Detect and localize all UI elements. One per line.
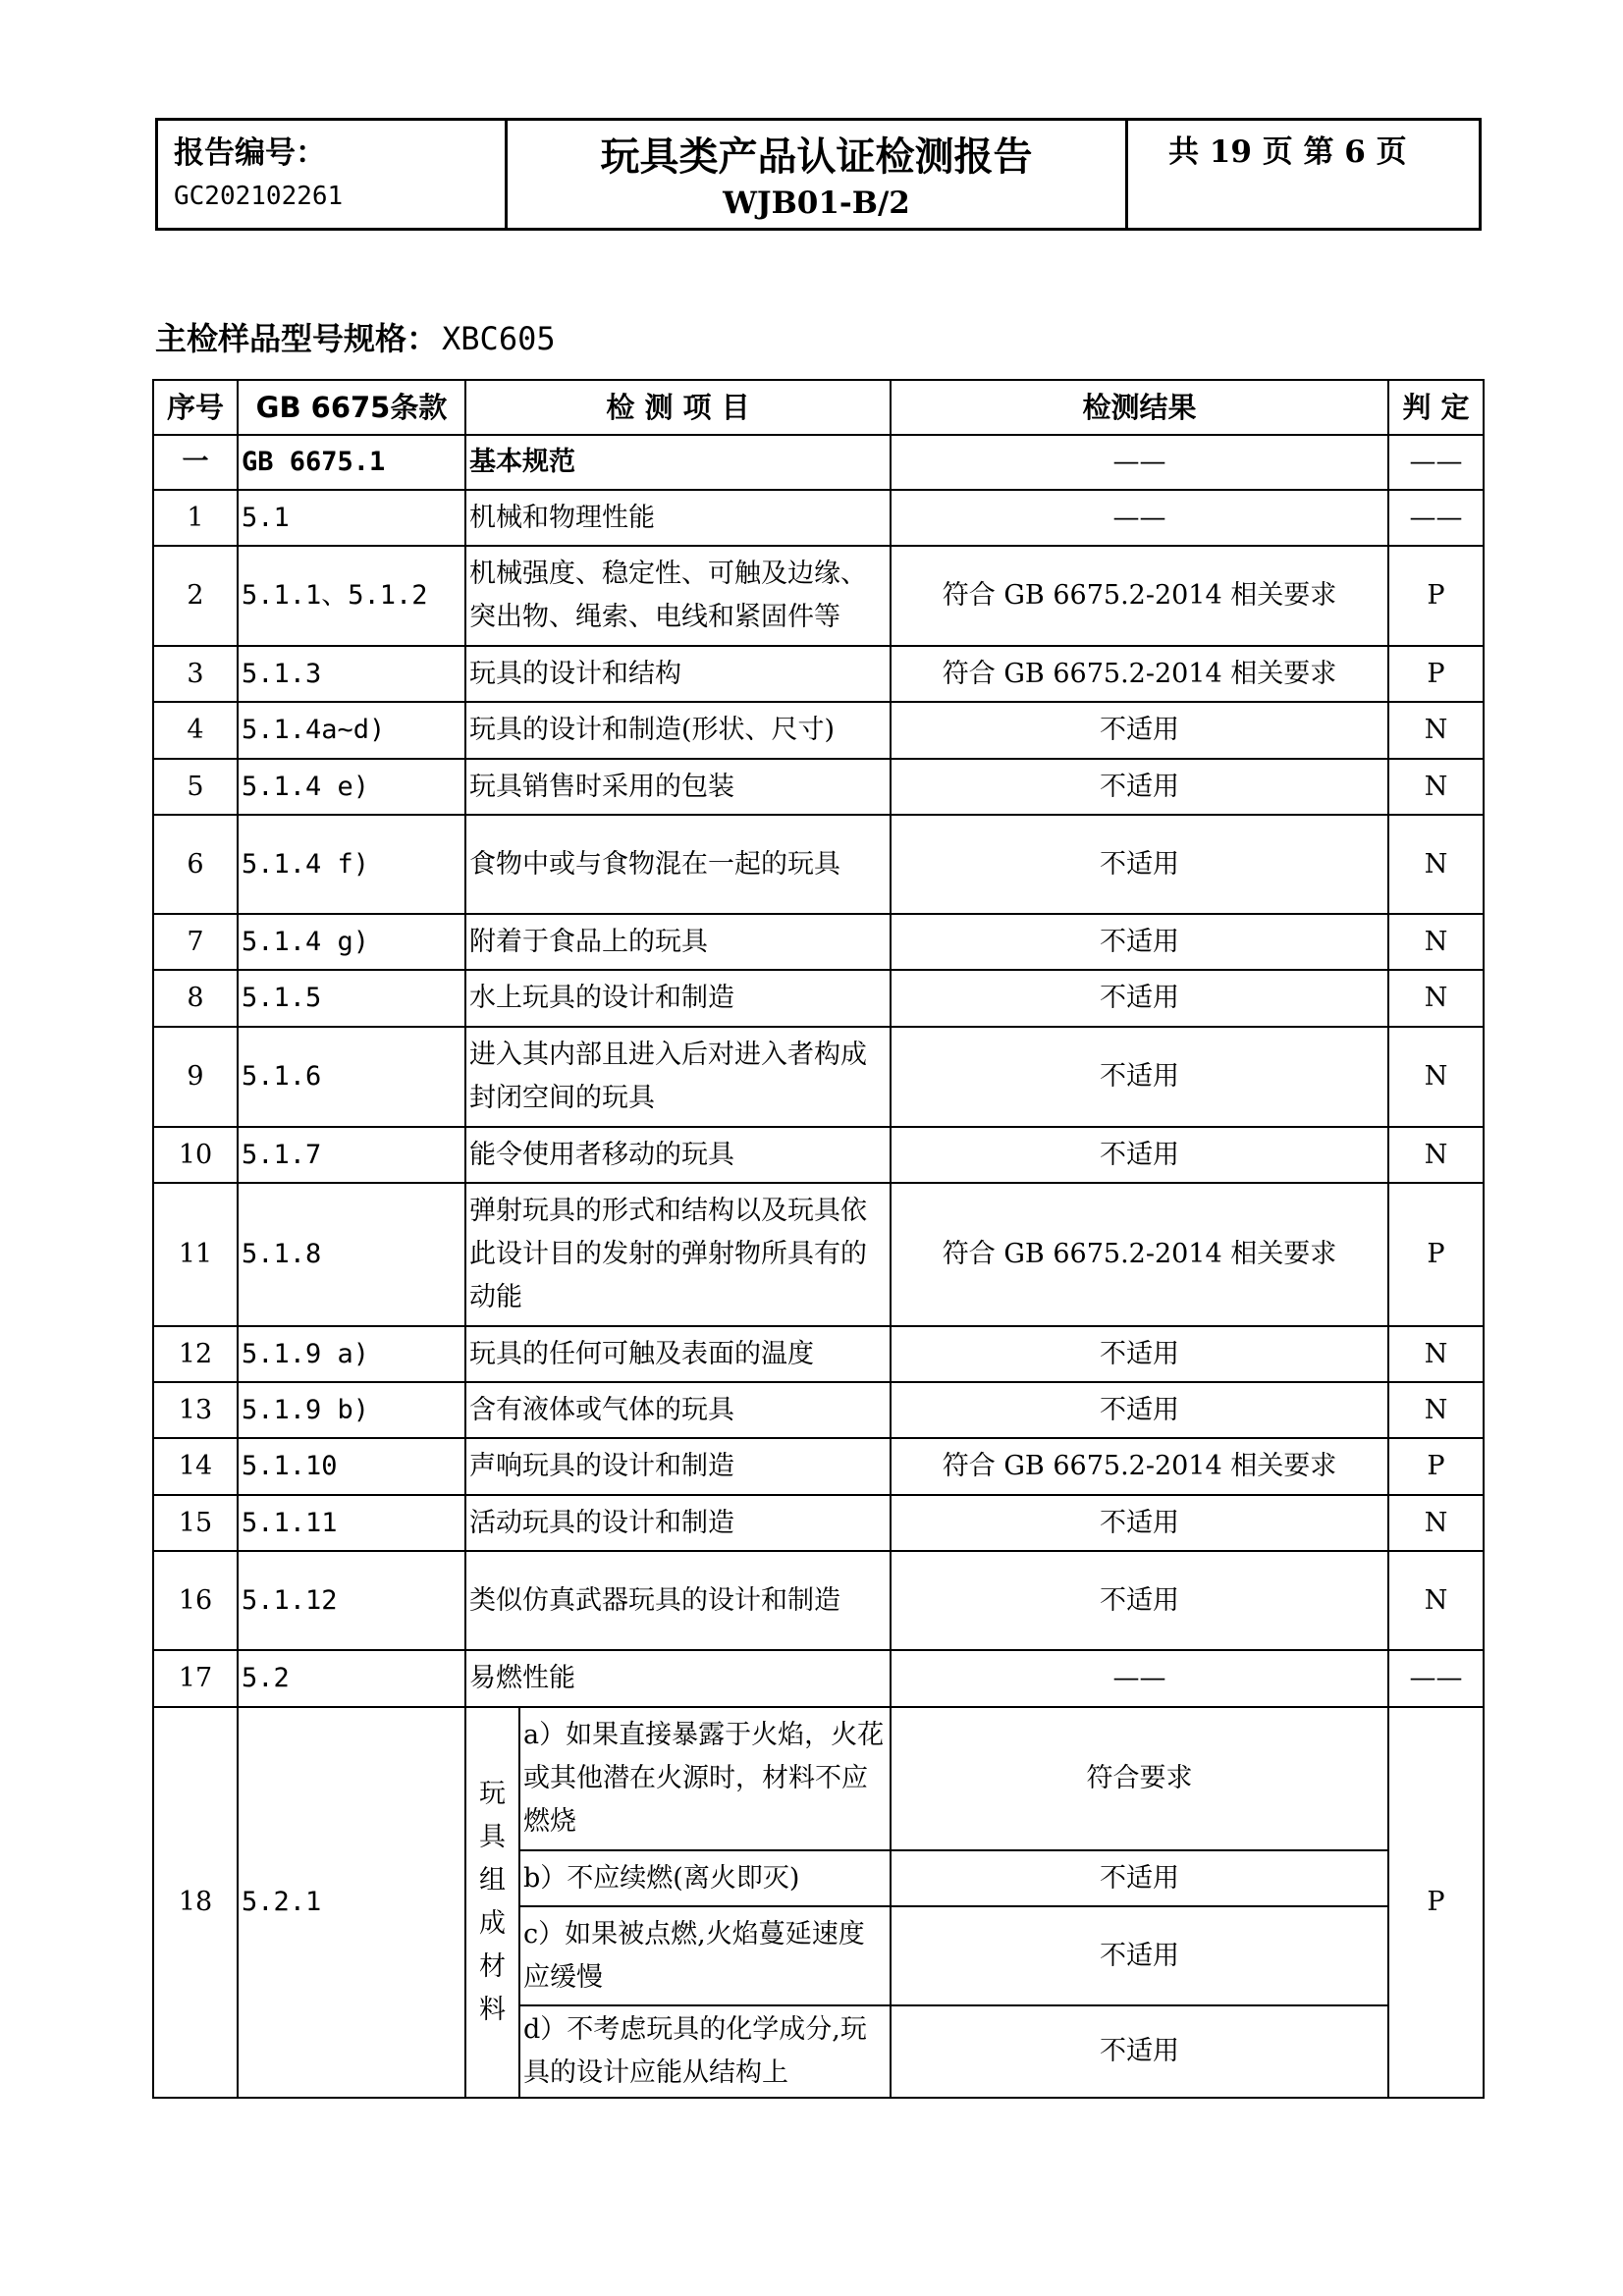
row-clause: 5.1 (238, 490, 465, 546)
row-result: 符合 GB 6675.2-2014 相关要求 (891, 1438, 1388, 1495)
group-label (465, 1707, 519, 2098)
row-result: 不适用 (891, 970, 1388, 1027)
row-clause: 5.1.6 (238, 1027, 465, 1127)
row-verdict: N (1388, 1551, 1484, 1650)
row-item: 玩具的任何可触及表面的温度 (465, 1326, 891, 1382)
row-no: 6 (153, 815, 238, 914)
row-no: 3 (153, 646, 238, 702)
subitem-result: 不适用 (891, 1906, 1388, 2005)
row-verdict: N (1388, 1382, 1484, 1438)
row-clause: 5.1.12 (238, 1551, 465, 1650)
report-title: 玩具类产品认证检测报告 (600, 134, 1033, 180)
row-item: 能令使用者移动的玩具 (465, 1127, 891, 1183)
row-item: 活动玩具的设计和制造 (465, 1495, 891, 1551)
row-no: 5 (153, 759, 238, 815)
row-item: 进入其内部且进入后对进入者构成封闭空间的玩具 (465, 1027, 891, 1127)
section-item: 基本规范 (465, 435, 891, 490)
row-verdict: P (1388, 646, 1484, 702)
row-result: 符合 GB 6675.2-2014 相关要求 (891, 646, 1388, 702)
header-item: 检 测 项 目 (465, 380, 891, 435)
row-result: 不适用 (891, 1495, 1388, 1551)
table-row (153, 914, 1484, 970)
row-verdict: —— (1388, 1650, 1484, 1707)
subitem: b）不应续燃(离火即灭) (519, 1850, 891, 1906)
section-row (153, 435, 1484, 490)
header-clause: GB 6675条款 (238, 380, 465, 435)
row-verdict: P (1388, 546, 1484, 646)
section-result: —— (891, 435, 1388, 490)
row-clause: 5.1.9 a) (238, 1326, 465, 1382)
sample-spec-label: 主检样品型号规格： (155, 320, 439, 357)
row-no: 7 (153, 914, 238, 970)
sample-spec (155, 314, 556, 359)
table-row (153, 1326, 1484, 1382)
row-clause: 5.2 (238, 1650, 465, 1707)
report-number-label: 报告编号： (174, 135, 326, 171)
row-verdict: N (1388, 759, 1484, 815)
subitem: c）如果被点燃,火焰蔓延速度应缓慢 (519, 1906, 891, 2005)
row-clause: 5.1.9 b) (238, 1382, 465, 1438)
header-result: 检测结果 (891, 380, 1388, 435)
row-no: 14 (153, 1438, 238, 1495)
row-clause: 5.1.5 (238, 970, 465, 1027)
row-verdict: P (1388, 1707, 1484, 2098)
row-item: 机械和物理性能 (465, 490, 891, 546)
row-result: 不适用 (891, 1382, 1388, 1438)
row-result: 不适用 (891, 759, 1388, 815)
row-item: 玩具的设计和结构 (465, 646, 891, 702)
group-label-text: 玩具组成材料 (479, 1779, 506, 2025)
table-row (153, 970, 1484, 1027)
section-clause: GB 6675.1 (238, 435, 465, 490)
table-row (153, 759, 1484, 815)
row-result: 不适用 (891, 702, 1388, 759)
row-clause: 5.1.1、5.1.2 (238, 546, 465, 646)
row-item: 玩具的设计和制造(形状、尺寸) (465, 702, 891, 759)
row-clause: 5.1.4 g) (238, 914, 465, 970)
row-result: 不适用 (891, 1127, 1388, 1183)
report-header (155, 118, 1482, 231)
table-row (153, 702, 1484, 759)
row-no: 8 (153, 970, 238, 1027)
table-header-row (153, 380, 1484, 435)
table-row (153, 1183, 1484, 1326)
row-clause: 5.1.4a~d) (238, 702, 465, 759)
row-verdict: N (1388, 1027, 1484, 1127)
subitem-result: 不适用 (891, 2005, 1388, 2098)
row-no: 13 (153, 1382, 238, 1438)
row-result: 不适用 (891, 1326, 1388, 1382)
row-no: 15 (153, 1495, 238, 1551)
row-item: 附着于食品上的玩具 (465, 914, 891, 970)
row-clause: 5.1.4 e) (238, 759, 465, 815)
table-row (153, 646, 1484, 702)
row-verdict: N (1388, 1495, 1484, 1551)
row-no: 16 (153, 1551, 238, 1650)
report-number: GC202102261 (174, 182, 344, 211)
row-no: 12 (153, 1326, 238, 1382)
table-row (153, 1495, 1484, 1551)
row-result: —— (891, 1650, 1388, 1707)
row-result: 不适用 (891, 914, 1388, 970)
row-result: 不适用 (891, 815, 1388, 914)
row-result: 符合 GB 6675.2-2014 相关要求 (891, 1183, 1388, 1326)
row-clause: 5.1.7 (238, 1127, 465, 1183)
row-no: 4 (153, 702, 238, 759)
row-no: 17 (153, 1650, 238, 1707)
row-no: 1 (153, 490, 238, 546)
form-code: WJB01-B/2 (723, 186, 910, 221)
row-clause: 5.1.3 (238, 646, 465, 702)
row-verdict: P (1388, 1438, 1484, 1495)
table-row (153, 1650, 1484, 1707)
subitem: d）不考虑玩具的化学成分,玩具的设计应能从结构上 (519, 2005, 891, 2098)
row-item: 弹射玩具的形式和结构以及玩具依此设计目的发射的弹射物所具有的动能 (465, 1183, 891, 1326)
section-no: 一 (153, 435, 238, 490)
header-verdict: 判 定 (1388, 380, 1484, 435)
row-item: 水上玩具的设计和制造 (465, 970, 891, 1027)
row-result: 符合 GB 6675.2-2014 相关要求 (891, 546, 1388, 646)
table-row (153, 546, 1484, 646)
table-row (153, 490, 1484, 546)
table-row-18 (153, 1707, 1484, 1850)
row-no: 11 (153, 1183, 238, 1326)
row-clause: 5.1.4 f) (238, 815, 465, 914)
table-row (153, 1027, 1484, 1127)
page-count: 共 19 页 第 6 页 (1168, 134, 1407, 170)
section-verdict: —— (1388, 435, 1484, 490)
row-verdict: N (1388, 914, 1484, 970)
report-number-cell (157, 120, 507, 230)
row-no: 2 (153, 546, 238, 646)
row-verdict: N (1388, 1127, 1484, 1183)
row-result: 不适用 (891, 1551, 1388, 1650)
page-count-cell (1127, 120, 1481, 230)
row-verdict: N (1388, 815, 1484, 914)
subitem: a）如果直接暴露于火焰，火花或其他潜在火源时，材料不应燃烧 (519, 1707, 891, 1850)
row-verdict: N (1388, 702, 1484, 759)
table-row (153, 1127, 1484, 1183)
row-no: 10 (153, 1127, 238, 1183)
row-item: 机械强度、稳定性、可触及边缘、突出物、绳索、电线和紧固件等 (465, 546, 891, 646)
report-title-cell (507, 120, 1127, 230)
row-item: 易燃性能 (465, 1650, 891, 1707)
subitem-result: 不适用 (891, 1850, 1388, 1906)
header-no: 序号 (153, 380, 238, 435)
row-verdict: P (1388, 1183, 1484, 1326)
row-no: 9 (153, 1027, 238, 1127)
sample-spec-value: XBC605 (442, 320, 556, 357)
row-clause: 5.1.8 (238, 1183, 465, 1326)
subitem-result: 符合要求 (891, 1707, 1388, 1850)
row-clause: 5.1.10 (238, 1438, 465, 1495)
row-no: 18 (153, 1707, 238, 2098)
row-item: 类似仿真武器玩具的设计和制造 (465, 1551, 891, 1650)
table-row (153, 1438, 1484, 1495)
row-verdict: —— (1388, 490, 1484, 546)
row-item: 含有液体或气体的玩具 (465, 1382, 891, 1438)
table-row (153, 1551, 1484, 1650)
row-result: 不适用 (891, 1027, 1388, 1127)
row-clause: 5.1.11 (238, 1495, 465, 1551)
row-result: —— (891, 490, 1388, 546)
row-verdict: N (1388, 1326, 1484, 1382)
row-item: 声响玩具的设计和制造 (465, 1438, 891, 1495)
table-row (153, 1382, 1484, 1438)
row-item: 食物中或与食物混在一起的玩具 (465, 815, 891, 914)
row-clause: 5.2.1 (238, 1707, 465, 2098)
row-verdict: N (1388, 970, 1484, 1027)
table-row (153, 815, 1484, 914)
row-item: 玩具销售时采用的包装 (465, 759, 891, 815)
inspection-table (152, 379, 1485, 2099)
